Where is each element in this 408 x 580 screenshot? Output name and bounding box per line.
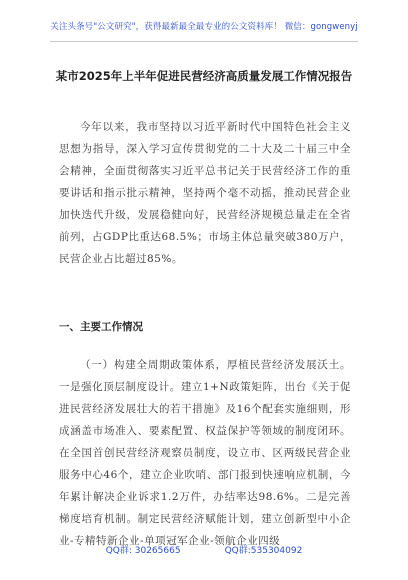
footer-contact (0, 543, 408, 556)
sub-paragraph: （一）构建全周期政策体系，厚植民营经济发展沃土。一是强化顶层制度设计。建立1+N政策矩阵，出台《关于促进民营经济发展壮大的若干措施》及16个配套实施细则，形成涵盖市场准入、要素配置、权益保护等领域的制度闭环。在全国首创民营经济观察员制度，设立市、区两级民营企业服务中心46个，建立企业吹哨、部门报到快速响应机制，今年累计解决企业诉求1.2万件，办结率达98.6%。二是完善梯度培育机制。制定民营经济赋能计划，建立创新型中小企业-专精特新企业-单项冠军企业-领航企业四级 (59, 359, 351, 547)
header-divider (50, 41, 358, 42)
document-title: 某市2025年上半年促进民营经济高质量发展工作情况报告 (55, 69, 353, 83)
footer-qq-group-1: QQ群: 30265665 (105, 546, 181, 556)
intro-paragraph: 今年以来，我市坚持以习近平新时代中国特色社会主义思想为指导，深入学习宣传贯彻党的二十大及二十届三中全会精神，全面贯彻落实习近平总书记关于民营经济工作的重要讲话和指示批示精神，坚持两个毫不动摇，推动民营企业加快迭代升级，发展稳健向好，民营经济规模总量走在全省前列，占GDP比重达68.5%；市场主体总量突破380万户，民营企业占比超过85%。 (59, 121, 351, 265)
section-heading: 一、主要工作情况 (59, 321, 143, 333)
footer-qq-group-2: QQ群:535304092 (224, 546, 303, 556)
header-banner: 关注头条号"公文研究"，获得最新最全最专业的公文资料库！ 微信：gongwenyj (50, 22, 358, 32)
